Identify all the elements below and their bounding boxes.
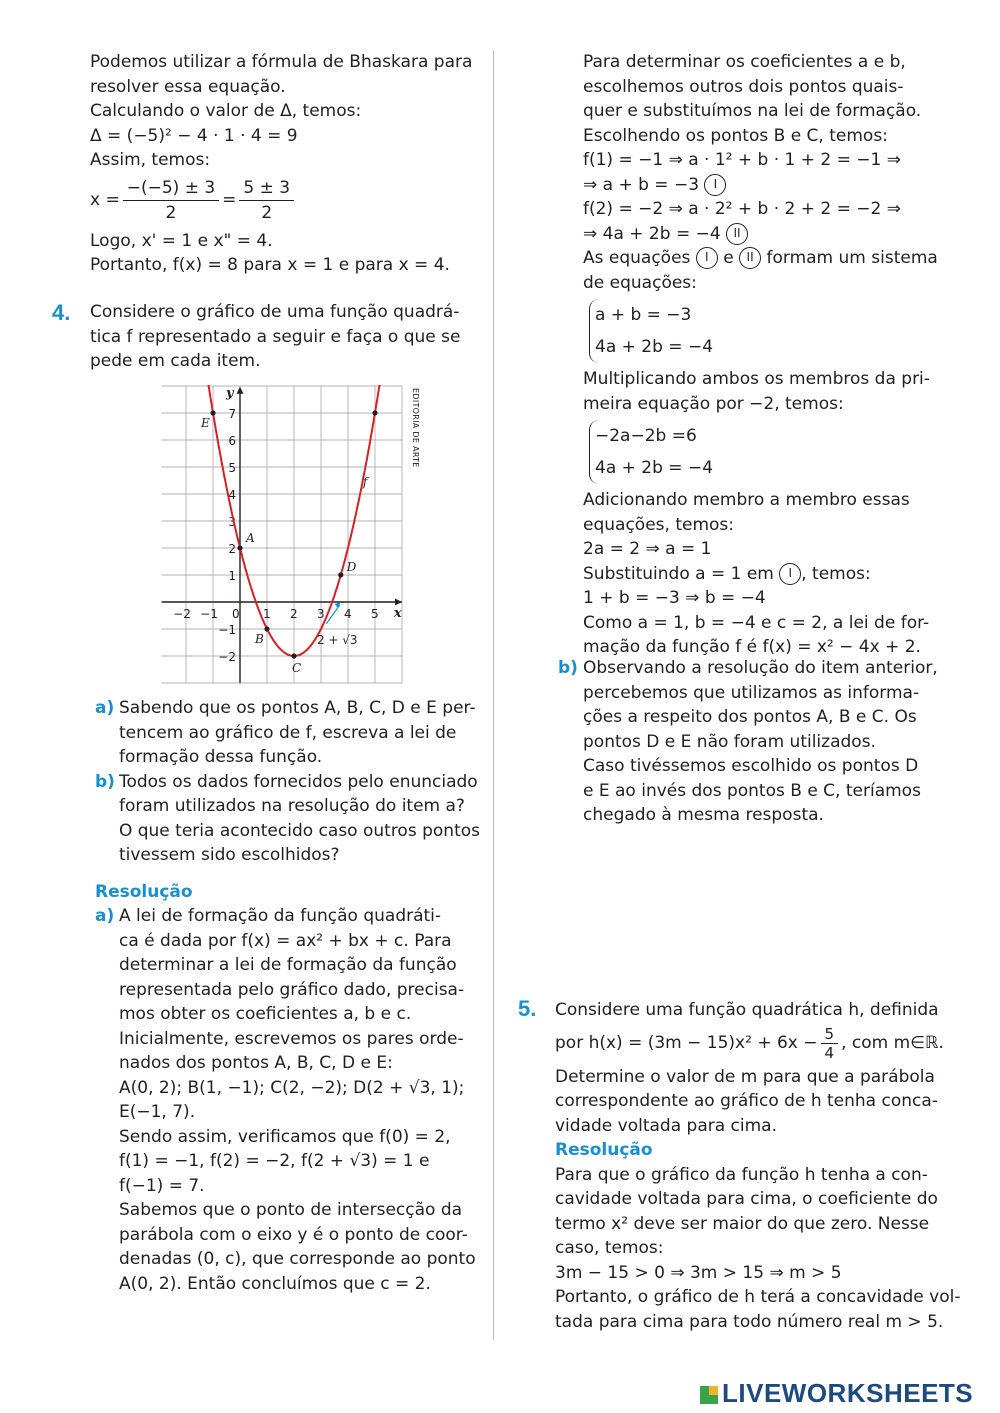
text-line: Considere o gráfico de uma função quadrá- [90, 302, 460, 322]
text-line: A(0, 2); B(1, −1); C(2, −2); D(2 + √3, 1); [119, 1077, 465, 1098]
graph-point [338, 572, 343, 577]
text-line: Podemos utilizar a fórmula de Bhaskara para [90, 52, 473, 72]
y-axis-arrow [237, 387, 244, 394]
text-line: mação da função f é f(x) = x² − 4x + 2. [583, 637, 921, 657]
graph-point [210, 410, 215, 415]
graph-point [264, 626, 269, 631]
x-axis-arrow [395, 599, 402, 606]
right-column [583, 50, 943, 660]
text-line: ca é dada por f(x) = ax² + bx + c. Para [119, 930, 452, 951]
graph-point [237, 545, 242, 550]
text-line: correspondente ao gráfico de h tenha conca- [555, 1091, 938, 1111]
text-line: resolver essa equação. [90, 76, 286, 97]
text-line: caso, temos: [555, 1238, 664, 1258]
text-line: E(−1, 7). [119, 1102, 196, 1122]
text-line: Sabemos que o ponto de intersecção da [119, 1200, 463, 1220]
resolution-b-lines [583, 656, 938, 828]
left-column [90, 50, 480, 278]
item-label: a) [95, 906, 115, 926]
curve-label: f [362, 474, 368, 489]
text-line [583, 562, 943, 587]
q5 [555, 998, 961, 1334]
point-label: C [292, 661, 302, 675]
text-line: f(1) = −1 ⇒ a · 1² + b · 1 + 2 = −1 ⇒ [583, 150, 901, 170]
text: As equações [583, 248, 691, 268]
resolution-b [558, 656, 943, 828]
column-divider [493, 50, 494, 1340]
text: Substituindo a = 1 em [583, 563, 774, 584]
logo-icon [700, 1386, 718, 1404]
text-line: Para que o gráfico da função h tenha a con- [555, 1164, 928, 1185]
equation-text: ⇒ 4a + 2b = −4 [583, 223, 721, 244]
equation-i [583, 173, 943, 198]
text-line [555, 1023, 945, 1065]
y-tick-label: 4 [228, 488, 236, 502]
x-tick-label: −2 [173, 607, 191, 621]
text-line: 1 + b = −3 ⇒ b = −4 [583, 588, 766, 608]
text-line: f(−1) = 7. [119, 1175, 205, 1196]
y-tick-label: −2 [218, 650, 236, 664]
text: e [723, 248, 734, 268]
text-line: A(0, 2). Então concluímos que c = 2. [119, 1273, 431, 1294]
text-line: parábola com o eixo y é o ponto de coor- [119, 1224, 468, 1245]
point-label: D [346, 560, 357, 574]
text-line: Todos os dados fornecidos pelo enunciado [118, 771, 478, 792]
resolucao-heading: Resolução [95, 881, 193, 902]
point-label: A [246, 531, 255, 545]
text-line: Δ = (−5)² − 4 · 1 · 4 = 9 [90, 125, 298, 146]
formula-x: x = [90, 190, 120, 211]
equation-tag-ii: II [726, 223, 748, 245]
x-axis-label: x [393, 606, 402, 621]
q5-resolution-lines [555, 1163, 961, 1335]
y-axis-label: y [226, 385, 234, 401]
x-tick-label: 4 [344, 607, 352, 621]
text-line: Para determinar os coeficientes a e b, [583, 52, 906, 72]
text: formam um sistema [766, 248, 938, 268]
text-line: ções a respeito dos pontos A, B e C. Os [583, 707, 917, 727]
item-label: b) [558, 658, 578, 678]
text-line: pontos D e E não foram utilizados. [583, 731, 876, 752]
text-line: Portanto, f(x) = 8 para x = 1 e para x = 4. [90, 255, 450, 275]
text-line: Observando a resolução do item anterior, [583, 658, 938, 678]
y-tick-label: 1 [228, 569, 236, 583]
text-line: f(2) = −2 ⇒ a · 2² + b · 2 + 2 = −2 ⇒ [583, 199, 901, 219]
text-line: 2a = 2 ⇒ a = 1 [583, 539, 712, 559]
text-line: quer e substituímos na lei de formação. [583, 101, 922, 121]
text-line: Multiplicando ambos os membros da pri- [583, 369, 930, 389]
text-line: Assim, temos: [90, 150, 211, 170]
equation-tag-ii: II [739, 247, 761, 269]
y-tick-label: 3 [228, 515, 236, 529]
point-label: E [201, 416, 210, 430]
resolution-a [95, 904, 480, 1296]
text-line: tada para cima para todo número real m > 5. [555, 1311, 944, 1332]
text-line: mos obter os coeficientes a, b e c. [119, 1004, 412, 1024]
text-line: meira equação por −2, temos: [583, 393, 844, 414]
graph-point [291, 653, 296, 658]
resolucao-heading: Resolução [555, 1140, 653, 1160]
resolution-a-lines [119, 904, 476, 1296]
fraction [123, 176, 219, 225]
text-line: tica f representado a seguir e faça o que se [90, 326, 461, 347]
equation-ii [583, 222, 943, 247]
text-line: representada pelo gráfico dado, precisa- [119, 979, 465, 1000]
equation-tag-i: I [696, 247, 718, 269]
equation-system-2 [589, 420, 713, 484]
text-line: Determine o valor de m para que a parábola [555, 1066, 935, 1087]
numerator: 5 ± 3 [239, 176, 294, 201]
denominator: 4 [824, 1044, 835, 1062]
x-tick-label: 3 [317, 607, 325, 621]
q4-statement [90, 300, 480, 374]
system-row: a + b = −3 [595, 305, 692, 325]
text-line: formação dessa função. [119, 747, 323, 767]
text-line: Caso tivéssemos escolhido os pontos D [583, 756, 919, 776]
text: , temos: [801, 563, 871, 584]
equation-tag-i: I [779, 563, 801, 585]
text-line: Como a = 1, b = −4 e c = 2, a lei de for- [583, 612, 930, 633]
y-tick-label: 6 [228, 434, 236, 448]
liveworksheets-logo [700, 1378, 973, 1409]
text-line: vidade voltada para cima. [555, 1115, 777, 1136]
text-line: cavidade voltada para cima, o coeficiente do [555, 1189, 938, 1209]
text-line: 3m − 15 > 0 ⇒ 3m > 15 ⇒ m > 5 [555, 1262, 842, 1283]
image-credit: EDITORIA DE ARTE [411, 388, 420, 468]
y-tick-label: 2 [228, 542, 236, 556]
fraction [239, 176, 294, 225]
text-line: Considere uma função quadrática h, definida [555, 1000, 939, 1020]
text-line: Escolhendo os pontos B e C, temos: [583, 125, 888, 146]
denominator: 2 [261, 203, 273, 223]
x-tick-label: 0 [232, 607, 240, 621]
fraction [821, 1025, 839, 1062]
text-line: tencem ao gráfico de f, escreva a lei de [119, 722, 457, 743]
formula-eq: = [222, 190, 237, 211]
text-line: Portanto, o gráfico de h terá a concavidade vol- [555, 1287, 961, 1307]
equation-tag-i: I [704, 174, 726, 196]
text-line: Calculando o valor de Δ, temos: [90, 101, 362, 121]
text-line [583, 246, 943, 271]
text: , com m∈ℝ. [841, 1033, 944, 1054]
logo-text: LIVEWORKSHEETS [722, 1378, 974, 1408]
item-a [95, 696, 480, 770]
item-label: b) [95, 771, 115, 792]
y-tick-label: 7 [228, 407, 236, 421]
y-tick-label: 5 [228, 461, 236, 475]
item-b [95, 770, 480, 868]
x-tick-label: 1 [263, 607, 271, 621]
text-line: Sabendo que os pontos A, B, C, D e E per- [119, 698, 476, 718]
x-tick-label: 2 [290, 607, 298, 621]
root-label: 2 + √3 [316, 632, 358, 647]
text-line: de equações: [583, 272, 697, 293]
text-line: nados dos pontos A, B, C, D e E: [119, 1053, 393, 1073]
q4-items [95, 696, 480, 1296]
equation-system-1 [589, 299, 713, 363]
text-line: escolhemos outros dois pontos quais- [583, 76, 904, 97]
y-tick-label: −1 [218, 623, 236, 637]
text-line: Logo, x' = 1 e x" = 4. [90, 230, 273, 251]
numerator: 5 [821, 1025, 839, 1044]
text-line: foram utilizados na resolução do item a? [118, 796, 465, 816]
numerator: −(−5) ± 3 [123, 176, 219, 201]
right-item-b [558, 656, 943, 828]
graph-point [372, 410, 377, 415]
text-line: A lei de formação da função quadráti- [119, 906, 442, 926]
item-label: a) [95, 698, 115, 718]
equation-text: ⇒ a + b = −3 [583, 174, 700, 195]
text-line: f(1) = −1, f(2) = −2, f(2 + √3) = 1 e [119, 1151, 430, 1171]
text-line: determinar a lei de formação da função [119, 955, 457, 975]
text-line: Sendo assim, verificamos que f(0) = 2, [119, 1126, 451, 1147]
text-line: e E ao invés dos pontos B e C, teríamos [583, 780, 921, 801]
text-line: Adicionando membro a membro essas [583, 490, 910, 510]
system-row: 4a + 2b = −4 [595, 458, 714, 478]
question-number: 4. [52, 300, 71, 325]
system-row: −2a−2b =6 [595, 426, 697, 446]
text-line: Inicialmente, escrevemos os pares orde- [119, 1028, 464, 1049]
text-line: termo x² deve ser maior do que zero. Nesse [555, 1213, 930, 1234]
text-line: chegado à mesma resposta. [583, 805, 824, 825]
x-tick-label: −1 [200, 607, 218, 621]
text: por h(x) = (3m − 15)x² + 6x − [555, 1033, 818, 1054]
text-line: percebemos que utilizamos as informa- [583, 682, 920, 703]
text-line: equações, temos: [583, 514, 734, 535]
system-row: 4a + 2b = −4 [595, 337, 714, 357]
parabola-graph [160, 385, 405, 685]
text-line: pede em cada item. [90, 351, 261, 371]
bhaskara-formula [90, 173, 480, 229]
text-line: tivessem sido escolhidos? [118, 845, 340, 865]
x-tick-label: 5 [371, 607, 379, 621]
text-line: denadas (0, c), que corresponde ao ponto [119, 1249, 476, 1269]
point-label: B [255, 632, 264, 646]
denominator: 2 [165, 203, 177, 223]
question-number: 5. [518, 996, 537, 1021]
text-line: O que teria acontecido caso outros pontos [118, 820, 480, 841]
